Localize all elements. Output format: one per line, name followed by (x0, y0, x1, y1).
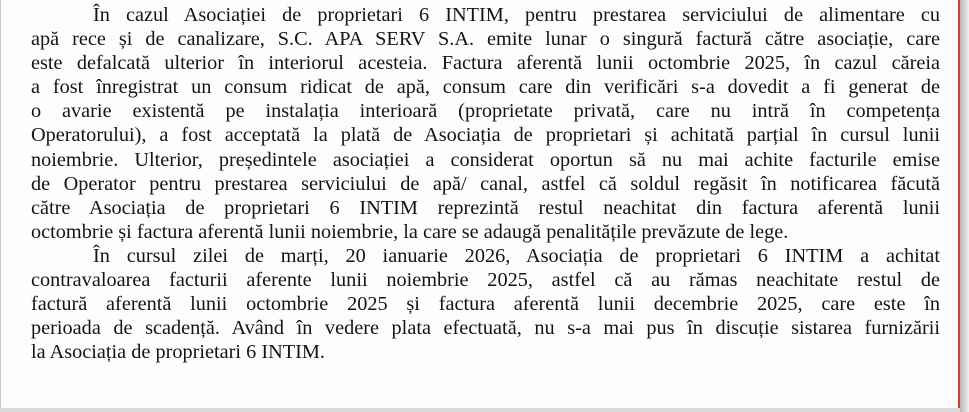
paragraph-2-line-5: la Asociația de proprietari 6 INTIM. (31, 341, 325, 364)
paragraph-1-line-9: către Asociația de proprietari 6 INTIM reprezintă restul neachitat din factura aferentă lunii (31, 196, 940, 219)
paragraph-1-line-5: o avarie existentă pe instalația interioară (proprietate privată, care nu intră în competența (31, 100, 940, 123)
page-bottom-border (0, 408, 960, 412)
paragraph-1-line-4: a fost înregistrat un consum ridicat de apă, consum care din verificări s-a dovedit a fi generat de (31, 76, 940, 99)
paragraph-1-line-7: noiembrie. Ulterior, președintele asociației a considerat oportun să nu mai achite facturile emise (31, 148, 940, 171)
paragraph-1-line-6: Operatorului), a fost acceptată la plată de Asociația de proprietari și achitată parțial în cursul lunii (31, 124, 940, 147)
paragraph-2-line-4: perioada de scadență. Având în vedere plata efectuată, nu s-a mai pus în discuție sistarea furnizării (31, 317, 940, 340)
paragraph-1-line-2: apă rece și de canalizare, S.C. APA SERV S.A. emite lunar o singură factură către asociație, care (31, 28, 940, 51)
page-right-shadow (960, 0, 969, 412)
page-left-border (0, 0, 1, 412)
paragraph-1-line-8: de Operator pentru prestarea serviciului de apă/ canal, astfel că soldul regăsit în notificarea făcută (31, 172, 940, 195)
paragraph-2-line-2: contravaloarea facturii aferente lunii noiembrie 2025, astfel că au rămas neachitate restul de (31, 269, 940, 292)
document-body (31, 3, 940, 364)
paragraph-2-line-3: factură aferentă lunii octombrie 2025 și factura aferentă lunii decembrie 2025, care este în (31, 293, 940, 316)
paragraph-2-line-1: În cursul zilei de marți, 20 ianuarie 2026, Asociația de proprietari 6 INTIM a achitat (93, 244, 940, 267)
paragraph-1-line-10: octombrie și factura aferentă lunii noiembrie, la care se adaugă penalitățile prevăzute de lege. (31, 220, 789, 243)
paragraph-1-line-3: este defalcată ulterior în interiorul acesteia. Factura aferentă lunii octombrie 2025, în cazul căreia (31, 52, 940, 75)
paragraph-1-line-1: În cazul Asociației de proprietari 6 INTIM, pentru prestarea serviciului de alimentare cu (93, 4, 940, 26)
